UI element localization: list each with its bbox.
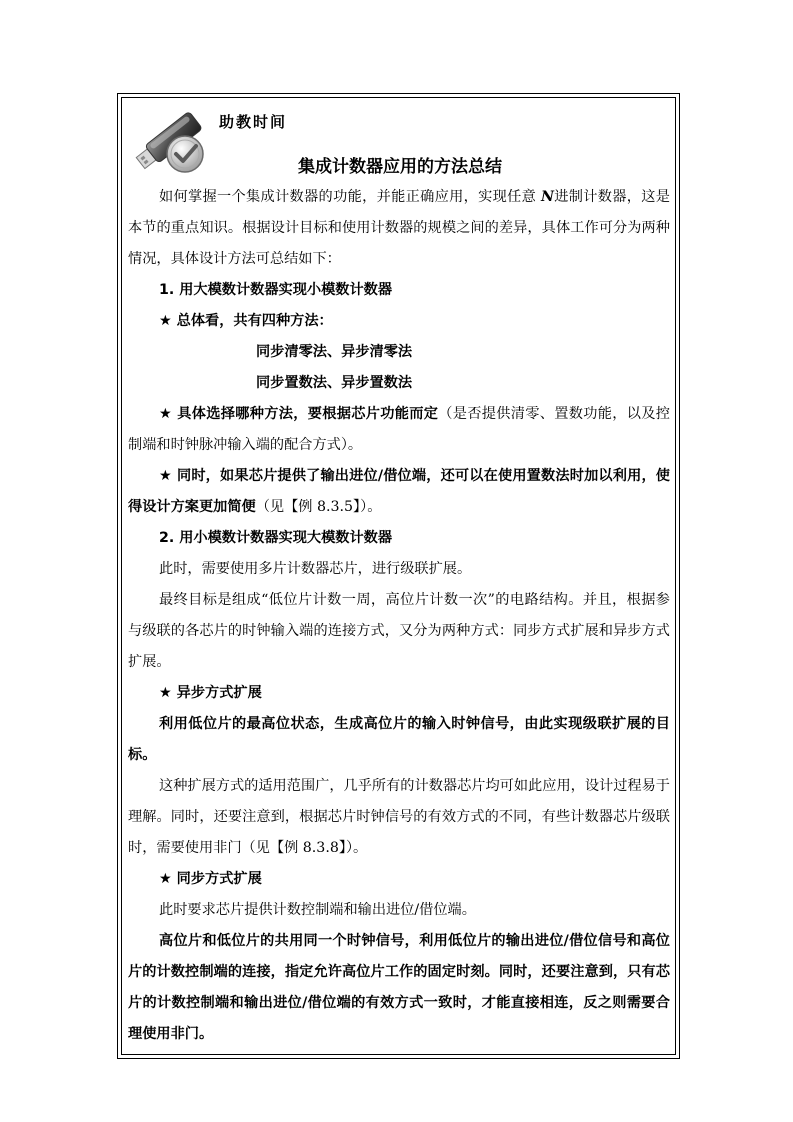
methods-line-1: 同步清零法、异步清零法 — [256, 344, 413, 360]
sync-heading: ★ 同步方式扩展 — [159, 871, 262, 887]
methods-line-2: 同步置数法、异步置数法 — [256, 375, 413, 391]
sync-bold-paragraph: 高位片和低位片的共用同一个时钟信号，利用低位片的输出进位/借位信号和高位片的计数控制端的连接，指定允许高位片工作的固定时刻。同时，还要注意到，只有芯片的计数控制端和输出进位/借位端的有效方式一致时，才能直接相连，反之则需要合理使用非门。 — [128, 933, 670, 1042]
article-body — [128, 182, 670, 1050]
section2-heading: 2. 用小模数计数器实现大模数计数器 — [159, 530, 393, 546]
section1-heading: 1. 用大模数计数器实现小模数计数器 — [159, 282, 393, 298]
async-heading: ★ 异步方式扩展 — [159, 685, 262, 701]
async-paragraph: 这种扩展方式的适用范围广，几乎所有的计数器芯片均可如此应用，设计过程易于理解。同时，还要注意到，根据芯片时钟信号的有效方式的不同，有些计数器芯片级联时，需要使用非门（见【例 8.3.8】）。 — [128, 778, 670, 856]
section2-goal: 最终目标是组成“低位片计数一周，高位片计数一次”的电路结构。并且，根据参与级联的各芯片的时钟输入端的连接方式，又分为两种方式：同步方式扩展和异步方式扩展。 — [128, 592, 670, 670]
section1-overview: ★ 总体看，共有四种方法： — [159, 313, 333, 329]
intro-paragraph: 如何掌握一个集成计数器的功能，并能正确应用，实现任意 N进制计数器，这是本节的重点知识。根据设计目标和使用计数器的规模之间的差异，具体工作可分为两种情况，具体设计方法可总结如下： — [128, 189, 670, 267]
page-title: 集成计数器应用的方法总结 — [298, 157, 502, 177]
variable-n: N — [540, 189, 554, 205]
section2-intro: 此时，需要使用多片计数器芯片，进行级联扩展。 — [159, 561, 472, 577]
section1-point1: ★ 具体选择哪种方法，要根据芯片功能而定（是否提供清零、置数功能，以及控制端和时钟脉冲输入端的配合方式）。 — [128, 406, 670, 453]
sync-paragraph: 此时要求芯片提供计数控制端和输出进位/借位端。 — [159, 902, 476, 918]
async-bold-paragraph: 利用低位片的最高位状态，生成高位片的输入时钟信号，由此实现级联扩展的目标。 — [128, 716, 670, 763]
section1-point2: ★ 同时，如果芯片提供了输出进位/借位端，还可以在使用置数法时加以利用，使得设计方案更加简便（见【例 8.3.5】）。 — [128, 468, 670, 515]
kicker-heading: 助教时间 — [219, 113, 288, 131]
